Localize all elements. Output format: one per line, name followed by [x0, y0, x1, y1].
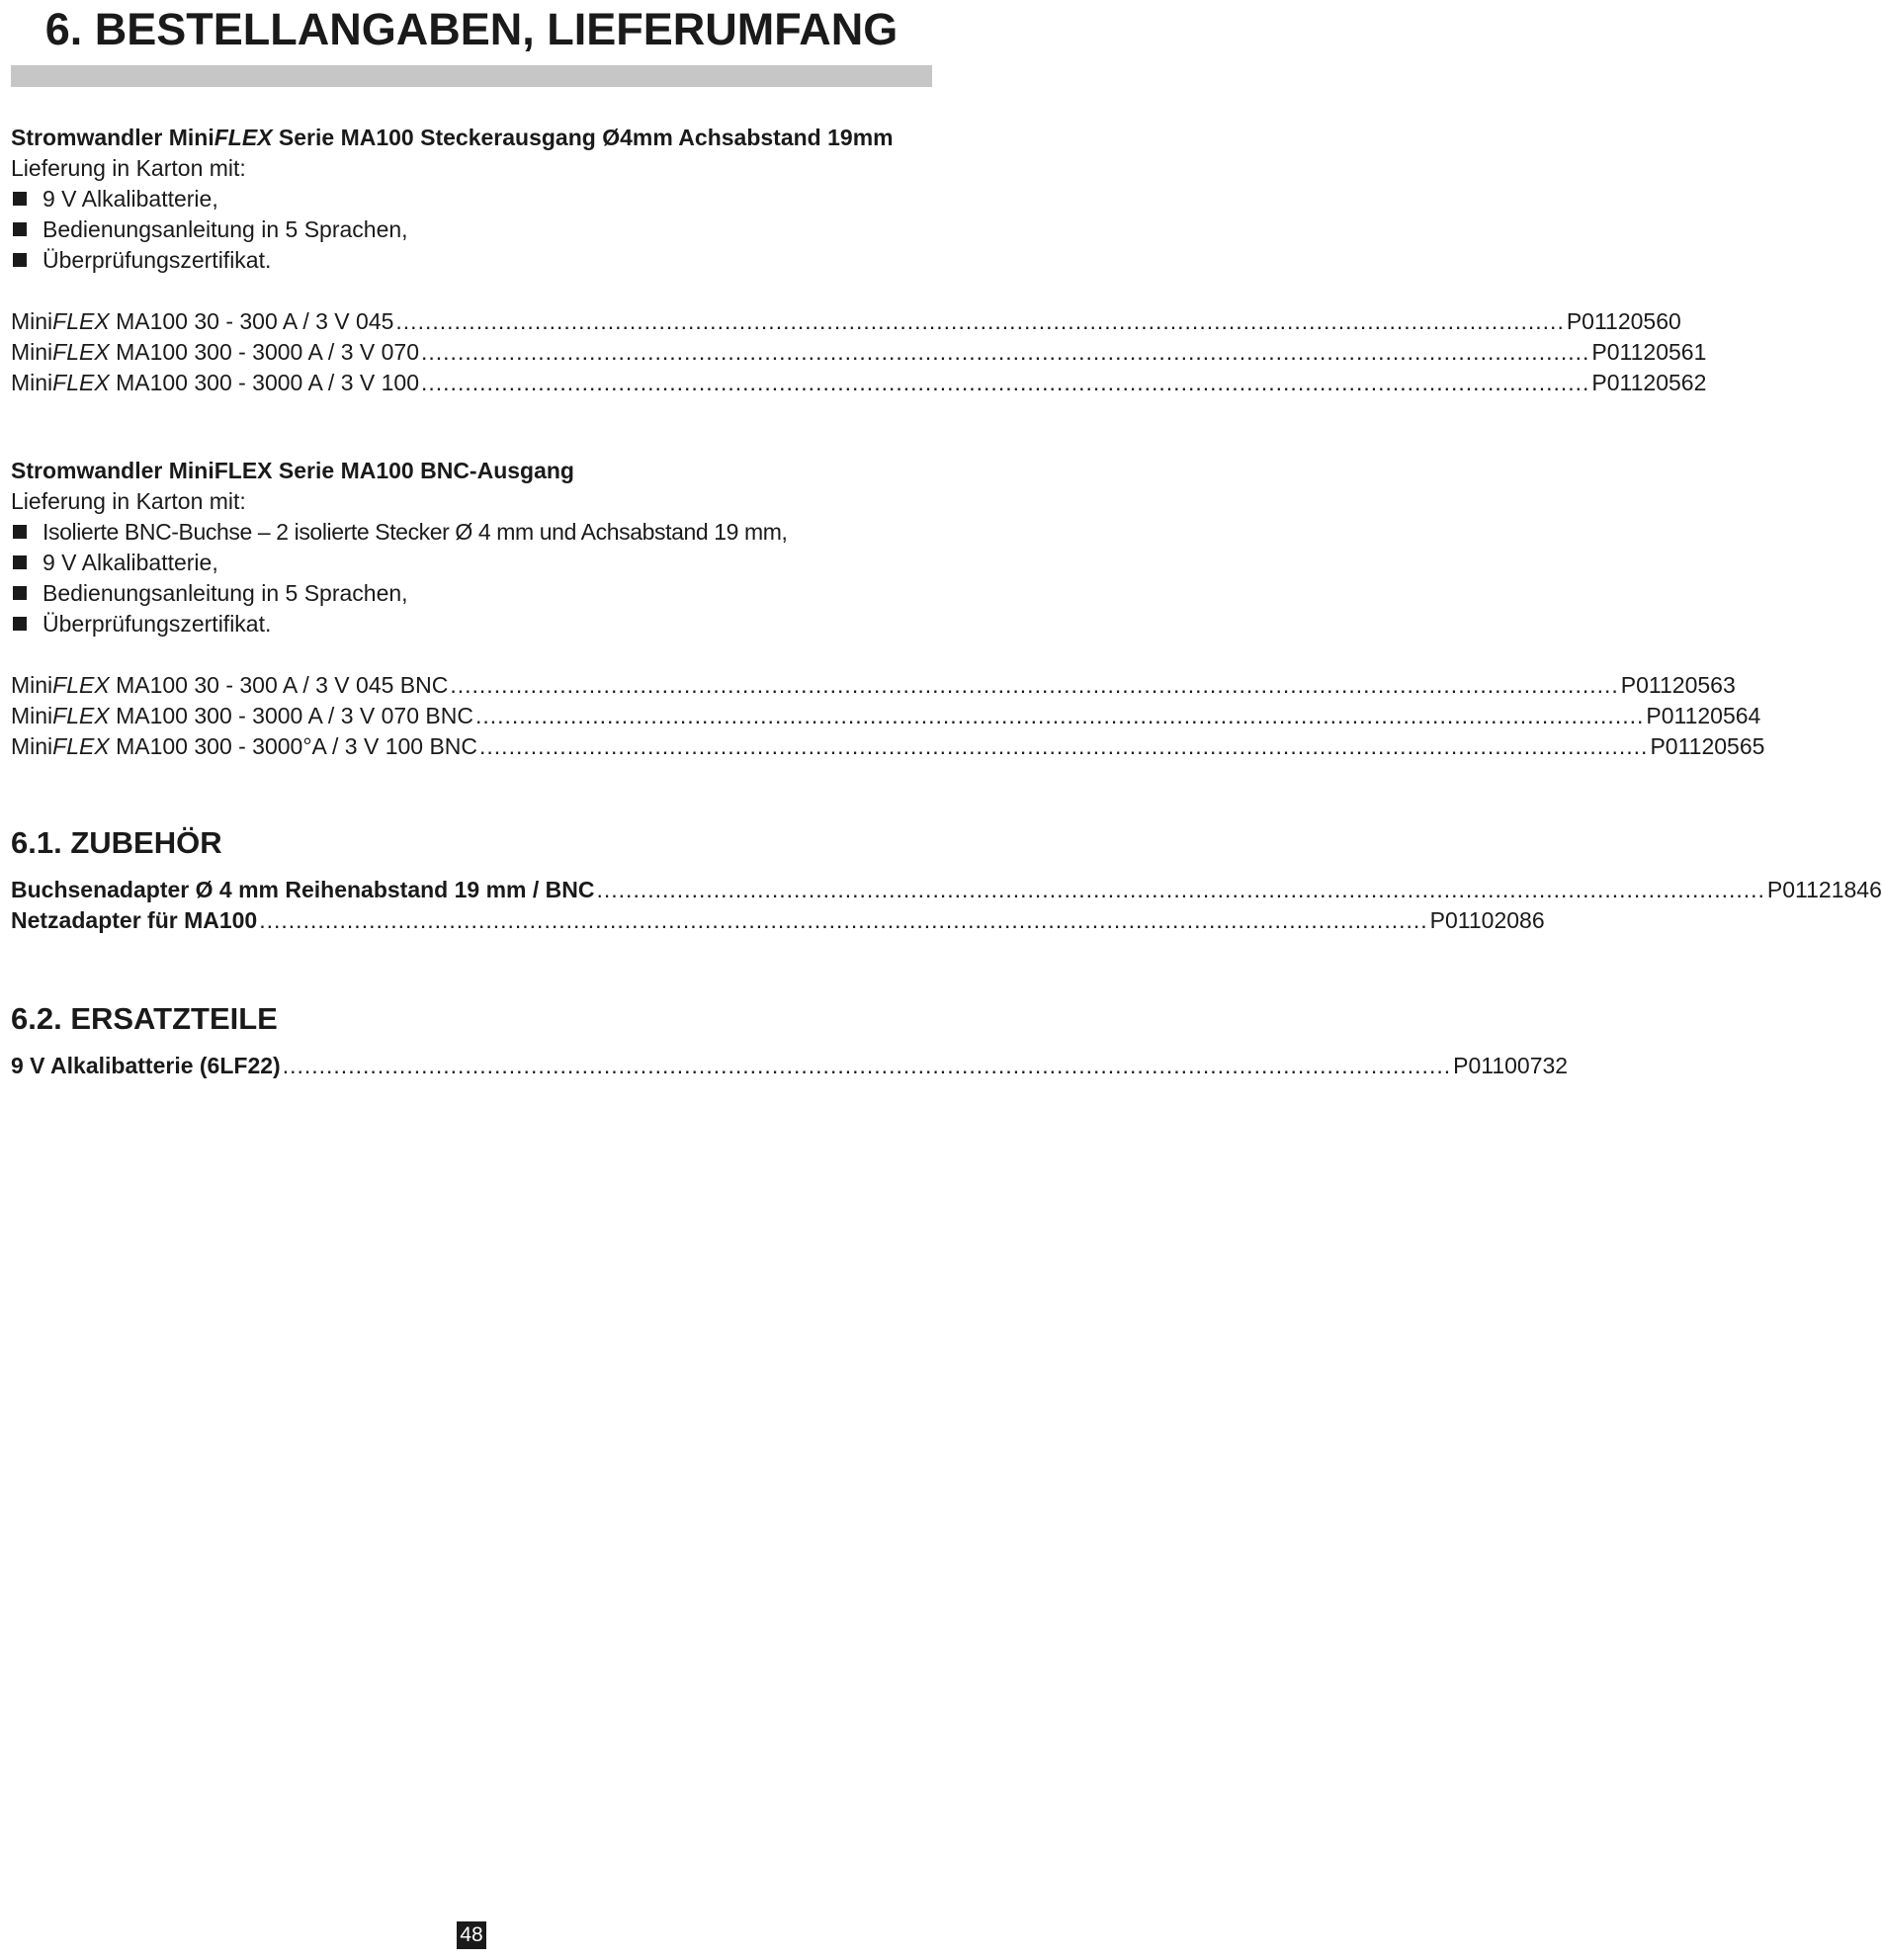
accessory-name: Netzadapter für MA100: [11, 907, 258, 933]
list-item-text: 9 V Alkalibatterie,: [43, 550, 218, 575]
product-prefix: Mini: [11, 733, 53, 759]
list-item: [11, 548, 932, 578]
heading-part-italic: FLEX: [214, 125, 273, 150]
product-code: P01120561: [1591, 339, 1707, 365]
section-bnc-output: [11, 456, 932, 639]
dot-leader: ................................................................................................................................................................: [596, 877, 1765, 902]
accessory-row: [11, 905, 1545, 936]
document-page: [11, 0, 1882, 1081]
list-item-text: Bedienungsanleitung in 5 Sprachen,: [43, 580, 408, 606]
bullet-square-icon: [13, 555, 27, 569]
product-row: [11, 337, 1707, 368]
spare-code: P01100732: [1453, 1053, 1569, 1078]
bullet-square-icon: [13, 525, 27, 539]
heading-part: Serie MA100 Steckerausgang Ø4mm Achsabstand 19mm: [272, 125, 894, 150]
section-heading: Stromwandler MiniFLEX Serie MA100 BNC-Ausgang: [11, 458, 574, 483]
product-italic: FLEX: [52, 733, 110, 759]
bullet-square-icon: [13, 617, 27, 631]
accessory-code: P01121846: [1766, 877, 1882, 902]
product-rest: MA100 300 - 3000°A / 3 V 100 BNC: [109, 733, 478, 759]
dot-leader: ................................................................................................................................................................: [450, 672, 1619, 698]
product-name: [11, 368, 419, 398]
list-item-text: Bedienungsanleitung in 5 Sprachen,: [43, 216, 408, 242]
spare-name: 9 V Alkalibatterie (6LF22): [11, 1053, 281, 1078]
product-row: [11, 701, 1761, 731]
accessory-row: [11, 875, 1882, 905]
product-rest: MA100 30 - 300 A / 3 V 045 BNC: [109, 672, 449, 698]
spares-list: [11, 1051, 1569, 1081]
product-italic: FLEX: [52, 672, 110, 698]
dot-leader: ................................................................................................................................................................: [282, 1053, 1452, 1078]
delivery-list: [11, 184, 932, 276]
product-prefix: Mini: [11, 339, 53, 365]
spare-row: [11, 1051, 1569, 1081]
product-row: [11, 670, 1736, 701]
chapter-title: 6. BESTELLANGABEN, LIEFERUMFANG: [44, 4, 898, 54]
product-italic: FLEX: [52, 339, 110, 365]
dot-leader: ................................................................................................................................................................: [474, 703, 1645, 728]
list-item: [11, 609, 932, 639]
product-prefix: Mini: [11, 370, 53, 395]
product-code: P01120562: [1591, 370, 1707, 395]
list-item: [11, 214, 932, 245]
section-heading: [11, 123, 932, 153]
product-name: [11, 731, 477, 762]
product-name: [11, 670, 448, 701]
product-row: [11, 306, 1681, 337]
product-row: [11, 731, 1765, 762]
product-code: P01120560: [1566, 308, 1681, 334]
bullet-square-icon: [13, 192, 27, 206]
delivery-intro: Lieferung in Karton mit:: [11, 155, 246, 181]
spares-title: 6.2. ERSATZTEILE: [11, 1001, 278, 1036]
product-list: [11, 670, 1765, 762]
dot-leader: ................................................................................................................................................................: [421, 339, 1590, 365]
product-name: [11, 337, 419, 368]
product-prefix: Mini: [11, 672, 53, 698]
delivery-list: [11, 517, 932, 639]
list-item-text: 9 V Alkalibatterie,: [43, 186, 218, 212]
list-item-text: Isolierte BNC-Buchse – 2 isolierte Stecker Ø 4 mm und Achsabstand 19 mm,: [43, 519, 788, 545]
dot-leader: ................................................................................................................................................................: [421, 370, 1590, 395]
product-rest: MA100 30 - 300 A / 3 V 045: [109, 308, 394, 334]
product-italic: FLEX: [52, 308, 110, 334]
dot-leader: ................................................................................................................................................................: [479, 733, 1649, 759]
bullet-square-icon: [13, 253, 27, 267]
accessory-name: Buchsenadapter Ø 4 mm Reihenabstand 19 mm / BNC: [11, 877, 595, 902]
accessories-title: 6.1. ZUBEHÖR: [11, 825, 222, 860]
bullet-square-icon: [13, 586, 27, 600]
product-row: [11, 368, 1707, 398]
product-name: [11, 306, 393, 337]
page-number: 48: [457, 1921, 486, 1949]
product-code: P01120564: [1646, 703, 1761, 728]
list-item: [11, 578, 932, 609]
product-prefix: Mini: [11, 308, 53, 334]
bullet-square-icon: [13, 222, 27, 236]
list-item: [11, 517, 932, 548]
product-prefix: Mini: [11, 703, 53, 728]
list-item: [11, 184, 932, 214]
list-item-text: Überprüfungszertifikat.: [43, 247, 272, 273]
title-rule: [11, 65, 932, 87]
product-rest: MA100 300 - 3000 A / 3 V 100: [109, 370, 419, 395]
dot-leader: ................................................................................................................................................................: [395, 308, 1565, 334]
product-italic: FLEX: [52, 370, 110, 395]
heading-part: Stromwandler Mini: [11, 125, 214, 150]
product-name: [11, 701, 473, 731]
dot-leader: ................................................................................................................................................................: [259, 907, 1428, 933]
list-item: [11, 245, 932, 276]
delivery-intro: Lieferung in Karton mit:: [11, 488, 246, 514]
product-code: P01120565: [1650, 733, 1765, 759]
list-item-text: Überprüfungszertifikat.: [43, 611, 272, 637]
product-rest: MA100 300 - 3000 A / 3 V 070: [109, 339, 419, 365]
accessories-list: [11, 875, 1882, 936]
product-italic: FLEX: [52, 703, 110, 728]
product-rest: MA100 300 - 3000 A / 3 V 070 BNC: [109, 703, 473, 728]
product-code: P01120563: [1620, 672, 1736, 698]
section-plug-output: [11, 123, 932, 276]
accessory-code: P01102086: [1429, 907, 1545, 933]
product-list: [11, 306, 1707, 398]
